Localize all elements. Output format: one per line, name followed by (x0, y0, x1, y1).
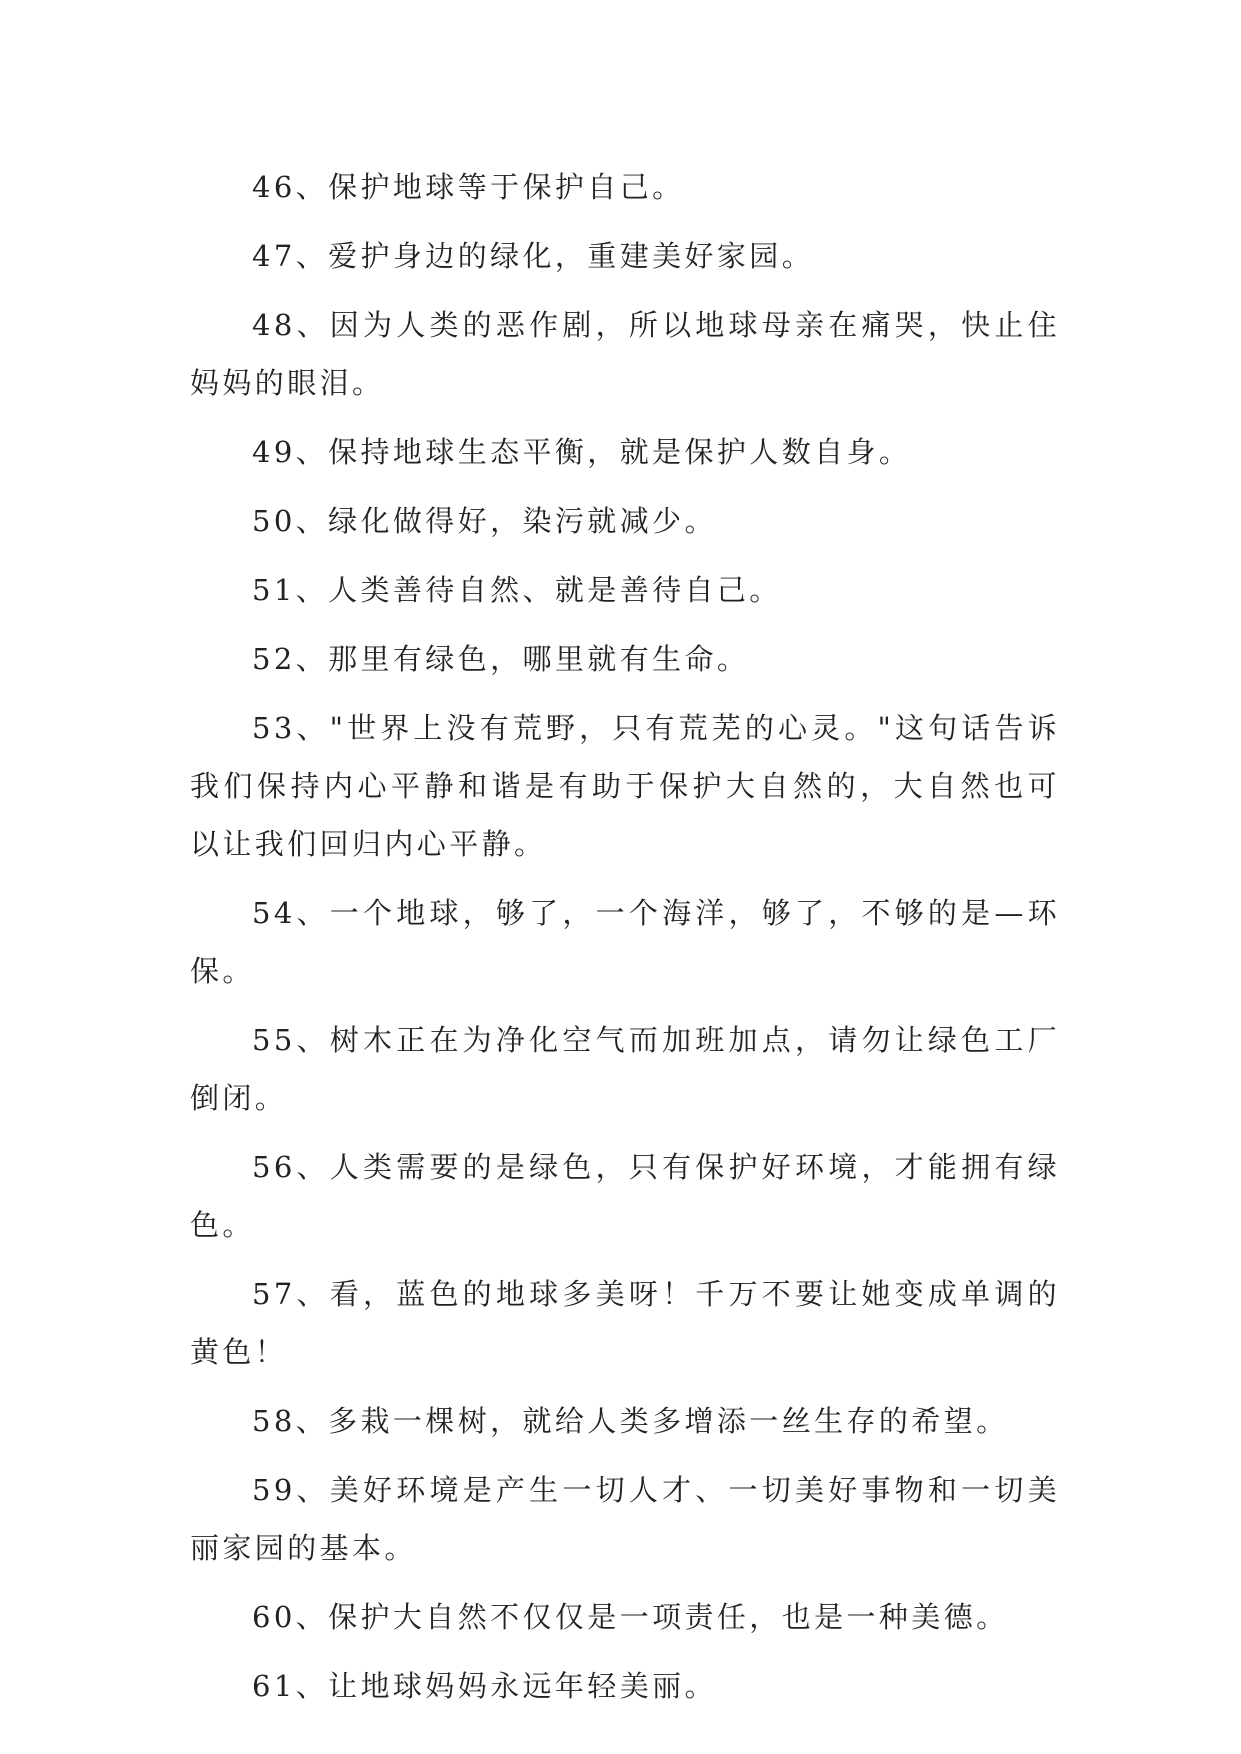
paragraph: 58、多栽一棵树，就给人类多增添一丝生存的希望。 (252, 1404, 1009, 1438)
paragraph: 60、保护大自然不仅仅是一项责任，也是一种美德。 (252, 1600, 1009, 1634)
paragraph: 51、人类善待自然、就是善待自己。 (252, 573, 782, 607)
paragraph: 50、绿化做得好，染污就减少。 (252, 504, 717, 538)
paragraph: 54、一个地球，够了，一个海洋，够了，不够的是—环保。 (190, 896, 1060, 988)
paragraph: 61、让地球妈妈永远年轻美丽。 (252, 1669, 717, 1703)
document-body (190, 158, 1060, 1726)
paragraph: 49、保持地球生态平衡，就是保护人数自身。 (252, 435, 912, 469)
paragraph: 57、看，蓝色的地球多美呀！千万不要让她变成单调的黄色！ (190, 1277, 1060, 1369)
paragraph: 56、人类需要的是绿色，只有保护好环境，才能拥有绿色。 (190, 1150, 1060, 1242)
paragraph: 47、爱护身边的绿化，重建美好家园。 (252, 239, 815, 273)
paragraph: 59、美好环境是产生一切人才、一切美好事物和一切美丽家园的基本。 (190, 1473, 1060, 1565)
paragraph: 55、树木正在为净化空气而加班加点，请勿让绿色工厂倒闭。 (190, 1023, 1060, 1115)
paragraph: 52、那里有绿色，哪里就有生命。 (252, 642, 750, 676)
paragraph: 46、保护地球等于保护自己。 (252, 170, 685, 204)
paragraph: 48、因为人类的恶作剧，所以地球母亲在痛哭，快止住妈妈的眼泪。 (190, 308, 1060, 400)
paragraph: 53、"世界上没有荒野，只有荒芜的心灵。"这句话告诉我们保持内心平静和谐是有助于保护大自然的，大自然也可以让我们回归内心平静。 (190, 711, 1060, 861)
